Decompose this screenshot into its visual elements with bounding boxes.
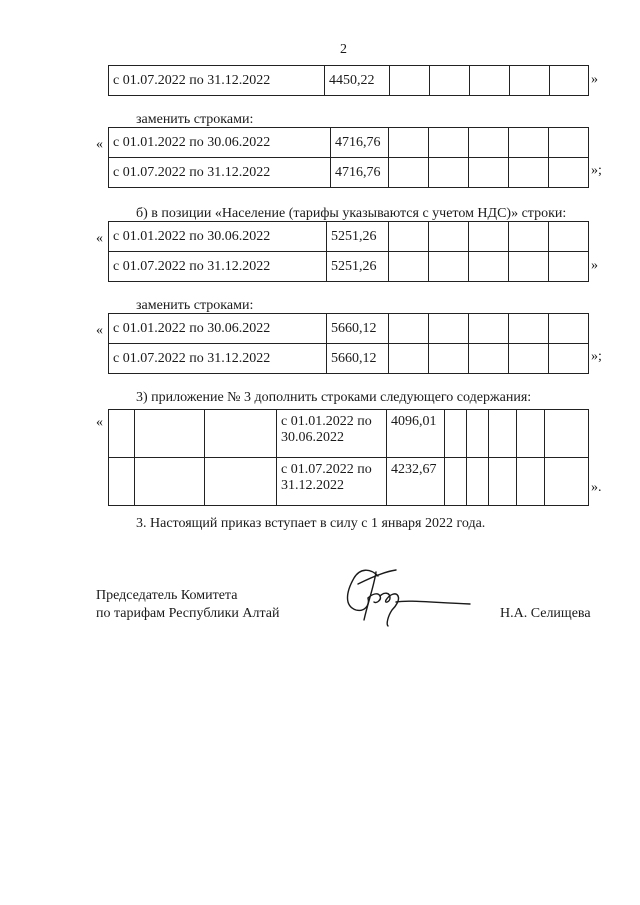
section-3-text: 3) приложение № 3 дополнить строками следующего содержания: <box>136 390 532 405</box>
close-quote: » <box>591 72 598 87</box>
tariff-table-5 <box>108 409 589 506</box>
open-quote: « <box>96 415 103 430</box>
value-cell: 4716,76 <box>331 158 389 188</box>
section-b-text: б) в позиции «Население (тарифы указываются с учетом НДС)» строки: <box>136 206 567 221</box>
table-row <box>109 222 589 252</box>
open-quote: « <box>96 137 103 152</box>
value-cell: 5251,26 <box>327 222 389 252</box>
table-row <box>109 128 589 158</box>
period-line: с 01.07.2022 по <box>281 462 372 477</box>
table-row <box>109 344 589 374</box>
replace-label: заменить строками: <box>136 298 254 313</box>
tariff-table-2 <box>108 127 589 188</box>
value-cell: 4450,22 <box>325 66 390 96</box>
signatory-title-line2: по тарифам Республики Алтай <box>96 606 280 621</box>
value-cell: 5660,12 <box>327 314 389 344</box>
period-cell: с 01.07.2022 по 31.12.2022 <box>109 344 327 374</box>
close-quote: ». <box>591 480 602 495</box>
page-number: 2 <box>340 42 347 57</box>
close-quote: »; <box>591 349 602 364</box>
signatory-title-line1: Председатель Комитета <box>96 588 238 603</box>
close-quote: » <box>591 258 598 273</box>
period-cell <box>277 458 387 506</box>
table-row <box>109 252 589 282</box>
table-row <box>109 158 589 188</box>
period-cell <box>277 410 387 458</box>
period-cell: с 01.01.2022 по 30.06.2022 <box>109 222 327 252</box>
value-cell: 5660,12 <box>327 344 389 374</box>
period-cell: с 01.01.2022 по 30.06.2022 <box>109 128 331 158</box>
value-cell: 5251,26 <box>327 252 389 282</box>
period-cell: с 01.07.2022 по 31.12.2022 <box>109 158 331 188</box>
table-row <box>109 66 589 96</box>
table-row <box>109 410 589 458</box>
open-quote: « <box>96 231 103 246</box>
period-cell: с 01.07.2022 по 31.12.2022 <box>109 252 327 282</box>
period-cell: с 01.01.2022 по 30.06.2022 <box>109 314 327 344</box>
signatory-name: Н.А. Селищева <box>500 606 591 621</box>
table-row <box>109 458 589 506</box>
tariff-table-4 <box>108 313 589 374</box>
tariff-table-1 <box>108 65 589 96</box>
table-row <box>109 314 589 344</box>
value-cell: 4716,76 <box>331 128 389 158</box>
replace-label: заменить строками: <box>136 112 254 127</box>
value-cell: 4232,67 <box>387 458 445 506</box>
close-quote: »; <box>591 163 602 178</box>
period-line: с 01.01.2022 по <box>281 414 372 429</box>
period-line: 30.06.2022 <box>281 430 344 445</box>
period-line: 31.12.2022 <box>281 478 344 493</box>
clause-3-text: 3. Настоящий приказ вступает в силу с 1 января 2022 года. <box>136 516 486 531</box>
period-cell: с 01.07.2022 по 31.12.2022 <box>109 66 325 96</box>
tariff-table-3 <box>108 221 589 282</box>
value-cell: 4096,01 <box>387 410 445 458</box>
open-quote: « <box>96 323 103 338</box>
handwritten-signature <box>330 562 480 632</box>
